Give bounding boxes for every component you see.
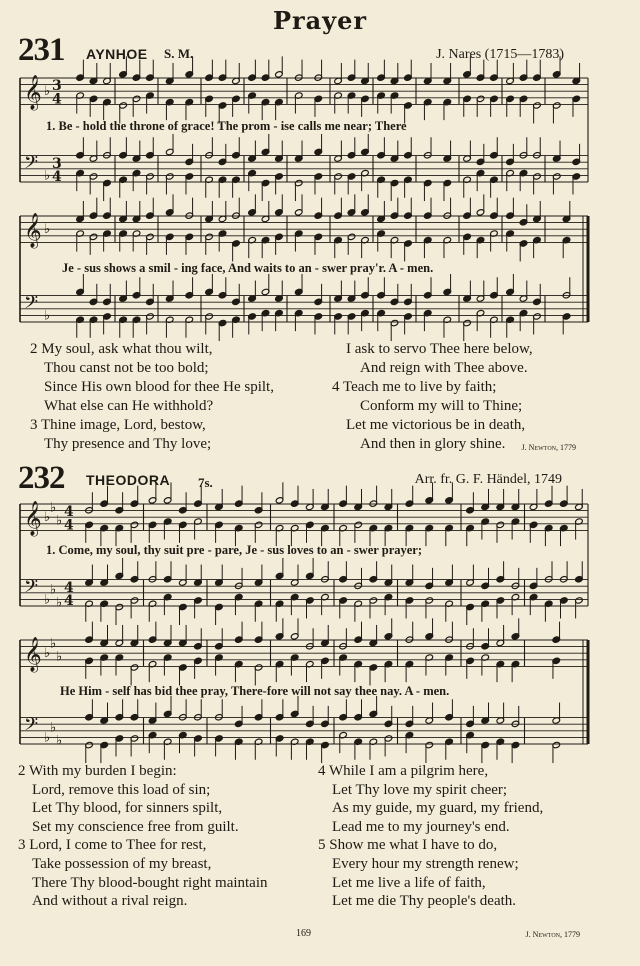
verses-left [30,341,274,455]
treble-clef-icon: 𝄞 [24,74,42,110]
composer: Arr. fr. G. F. Händel, 1749 [414,472,562,487]
lyrics-line: 1. Come, my soul, thy suit pre - pare, Je - sus loves to an - swer prayer; [46,543,423,557]
verses-left [18,763,268,912]
verse-line: And without a rival reign. [32,893,188,910]
verse-line: And reign with Thee above. [360,360,528,376]
time-signature: 4 [52,169,62,185]
flat-icon: ♭ [44,84,51,100]
verse-line: Every hour my strength renew; [332,855,519,872]
verse-line: Let me die Thy people's death. [332,893,517,910]
bass-clef-icon: 𝄢 [24,714,39,740]
verse-line: I ask to servo Thee here below, [346,341,533,357]
verse-line: Let me live a life of faith, [332,874,486,891]
bass-clef-icon: 𝄢 [24,292,39,318]
verse-line: Thy presence and Thy love; [44,436,212,452]
time-signature: 4 [64,504,74,521]
bass-clef-icon: 𝄢 [24,576,39,602]
verse-line: As my guide, my guard, my friend, [332,800,544,817]
bass-clef-icon: 𝄢 [24,152,39,178]
verse-line: Thou canst not be too bold; [44,360,209,376]
lyrics-line: 1. Be - hold the throne of grace! The prom - ise calls me near; There [46,119,407,133]
verse-line: Conform my will to Thine; [360,398,523,414]
verse-line: Let Thy love my spirit cheer; [332,781,508,798]
credit: J. Newton, 1779 [525,930,580,939]
verse-line: And then in glory shine. [360,436,506,452]
flat-icon: ♭ [44,592,51,608]
time-signature: 3 [52,78,62,95]
verse-line: Take possession of my breast, [32,855,212,872]
flat-icon: ♭ [56,649,63,665]
flat-icon: ♭ [44,168,51,184]
verse-line: 2 With my burden I begin: [18,763,177,779]
credit: J. Newton, 1779 [521,443,576,452]
time-signature: 4 [52,91,62,108]
treble-clef-icon: 𝄞 [24,636,42,672]
verse-line: 2 My soul, ask what thou wilt, [30,341,213,357]
time-signature: 4 [64,593,74,609]
verse-line: Let Thy blood, for sinners spilt, [32,800,223,817]
tune-name: AYNHOE [86,46,148,62]
verse-line: 3 Lord, I come to Thee for rest, [18,837,207,854]
treble-clef-icon: 𝄞 [24,500,42,536]
lyrics-line: Je - sus shows a smil - ing face, And waits to an - swer pray'r. A - men. [62,261,434,275]
verses-right [318,763,543,912]
flat-icon: ♭ [44,646,51,662]
flat-icon: ♭ [44,510,51,526]
verse-line: There Thy blood-bought right maintain [32,874,268,891]
verse-line: 4 While I am a pilgrim here, [318,763,489,779]
hymn-number: 232 [18,460,65,496]
verse-line: Since His own blood for thee He spilt, [44,379,274,395]
flat-icon: ♭ [44,308,51,324]
flat-icon: ♭ [50,720,57,736]
tune-name: THEODORA [86,472,171,488]
composer: J. Nares (1715—1783) [436,47,564,62]
lyrics-line: He Him - self has bid thee pray, There-fore will not say thee nay. A - men. [60,684,450,698]
time-signature: 4 [64,579,74,596]
flat-icon: ♭ [50,582,57,598]
meter: 7s. [198,475,213,490]
flat-icon: ♭ [56,513,63,529]
time-signature: 4 [64,517,74,534]
flat-icon: ♭ [44,730,51,746]
treble-clef-icon: 𝄞 [24,212,42,248]
verses-right [332,341,533,455]
page-number: 169 [296,928,311,939]
verse-line: Lead me to my journey's end. [332,818,510,835]
verse-line: 3 Thine image, Lord, bestow, [30,417,206,433]
verse-line: What else can He withhold? [44,398,214,414]
page-title: Prayer [272,6,368,35]
verse-line: Set my conscience free from guilt. [32,818,239,835]
flat-icon: ♭ [44,222,51,238]
verse-line: Let me victorious be in death, [346,417,526,433]
meter: S. M. [164,46,194,61]
time-signature: 3 [52,155,62,172]
flat-icon: ♭ [50,500,57,516]
verse-line: 5 Show me what I have to do, [318,837,498,854]
flat-icon: ♭ [56,733,63,749]
hymn-number: 231 [18,32,65,68]
verse-line: 4 Teach me to live by faith; [332,379,497,395]
flat-icon: ♭ [50,636,57,652]
verse-line: Lord, remove this load of sin; [32,781,211,798]
flat-icon: ♭ [56,595,63,611]
